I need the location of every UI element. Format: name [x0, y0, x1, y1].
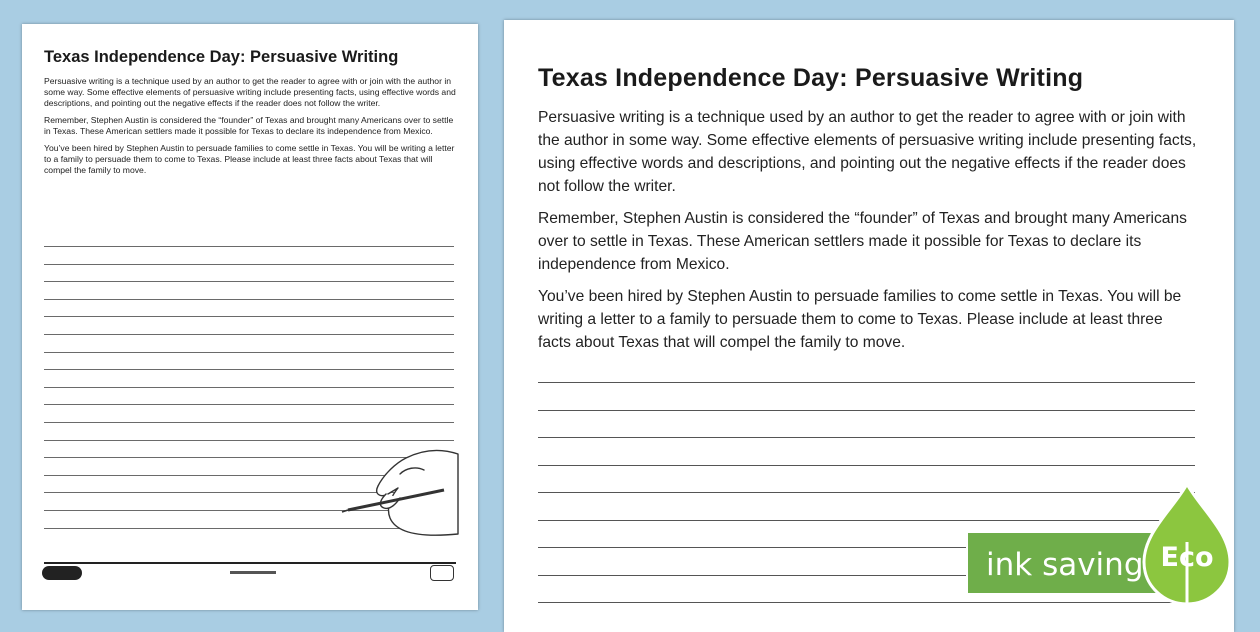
writing-line — [538, 437, 1195, 438]
footer-url-mark — [230, 571, 276, 574]
writing-line — [538, 602, 1195, 603]
writing-line — [44, 369, 454, 370]
writing-line — [538, 492, 1195, 493]
paragraph-founder-large: Remember, Stephen Austin is considered the “founder” of Texas and brought many Americans over to settle in Texas. These American settlers made it possible for Texas to declare its independence from Mexico. — [538, 210, 1187, 273]
worksheet-title-large: Texas Independence Day: Persuasive Writing — [538, 64, 1084, 92]
writing-line — [538, 465, 1195, 466]
paragraph-task-large: You’ve been hired by Stephen Austin to persuade families to come settle in Texas. You will be writing a letter to a family to persuade them to come to Texas. Please include at least three facts about Texas that will compel the family to move. — [538, 288, 1182, 351]
eco-label: Eco — [1160, 542, 1214, 573]
writing-line — [44, 334, 454, 335]
worksheet-title-small: Texas Independence Day: Persuasive Writing — [44, 48, 399, 66]
paragraph-intro-small: Persuasive writing is a technique used by an author to get the reader to agree with or join with the author in some way. Some effective elements of persuasive writing include presenting facts, using effective words and descriptions, and pointing out the negative effects if the reader does not follow the writer. — [44, 76, 456, 108]
worksheet-preview-small — [22, 24, 478, 610]
ink-saving-label: ink saving — [986, 547, 1144, 583]
writing-line — [44, 264, 454, 265]
footer-rule — [44, 562, 456, 564]
writing-line — [44, 316, 454, 317]
writing-line — [44, 299, 454, 300]
twinkl-logo-icon — [42, 566, 82, 580]
writing-line — [44, 352, 454, 353]
footer-badge-icon — [430, 565, 454, 581]
writing-line — [538, 382, 1195, 383]
hand-writing-icon — [340, 434, 460, 554]
worksheet-body-large — [538, 106, 1198, 363]
writing-line — [44, 246, 454, 247]
writing-line — [538, 520, 1195, 521]
paragraph-founder-small: Remember, Stephen Austin is considered the “founder” of Texas and brought many Americans over to settle in Texas. These American settlers made it possible for Texas to declare its independence from Mexico. — [44, 115, 454, 136]
writing-line — [44, 404, 454, 405]
writing-line — [44, 422, 454, 423]
paragraph-task-small: You’ve been hired by Stephen Austin to persuade families to come settle in Texas. You will be writing a letter to a family to persuade them to come to Texas. Please include at least three facts about Texas that will compel the family to move. — [44, 143, 455, 175]
writing-line — [44, 281, 454, 282]
writing-line — [538, 410, 1195, 411]
worksheet-body-small — [44, 76, 458, 182]
paragraph-intro-large: Persuasive writing is a technique used by an author to get the reader to agree with or join with the author in some way. Some effective elements of persuasive writing include presenting facts, using effective words and descriptions, and pointing out the negative effects if the reader does not follow the writer. — [538, 109, 1197, 195]
writing-line — [44, 387, 454, 388]
